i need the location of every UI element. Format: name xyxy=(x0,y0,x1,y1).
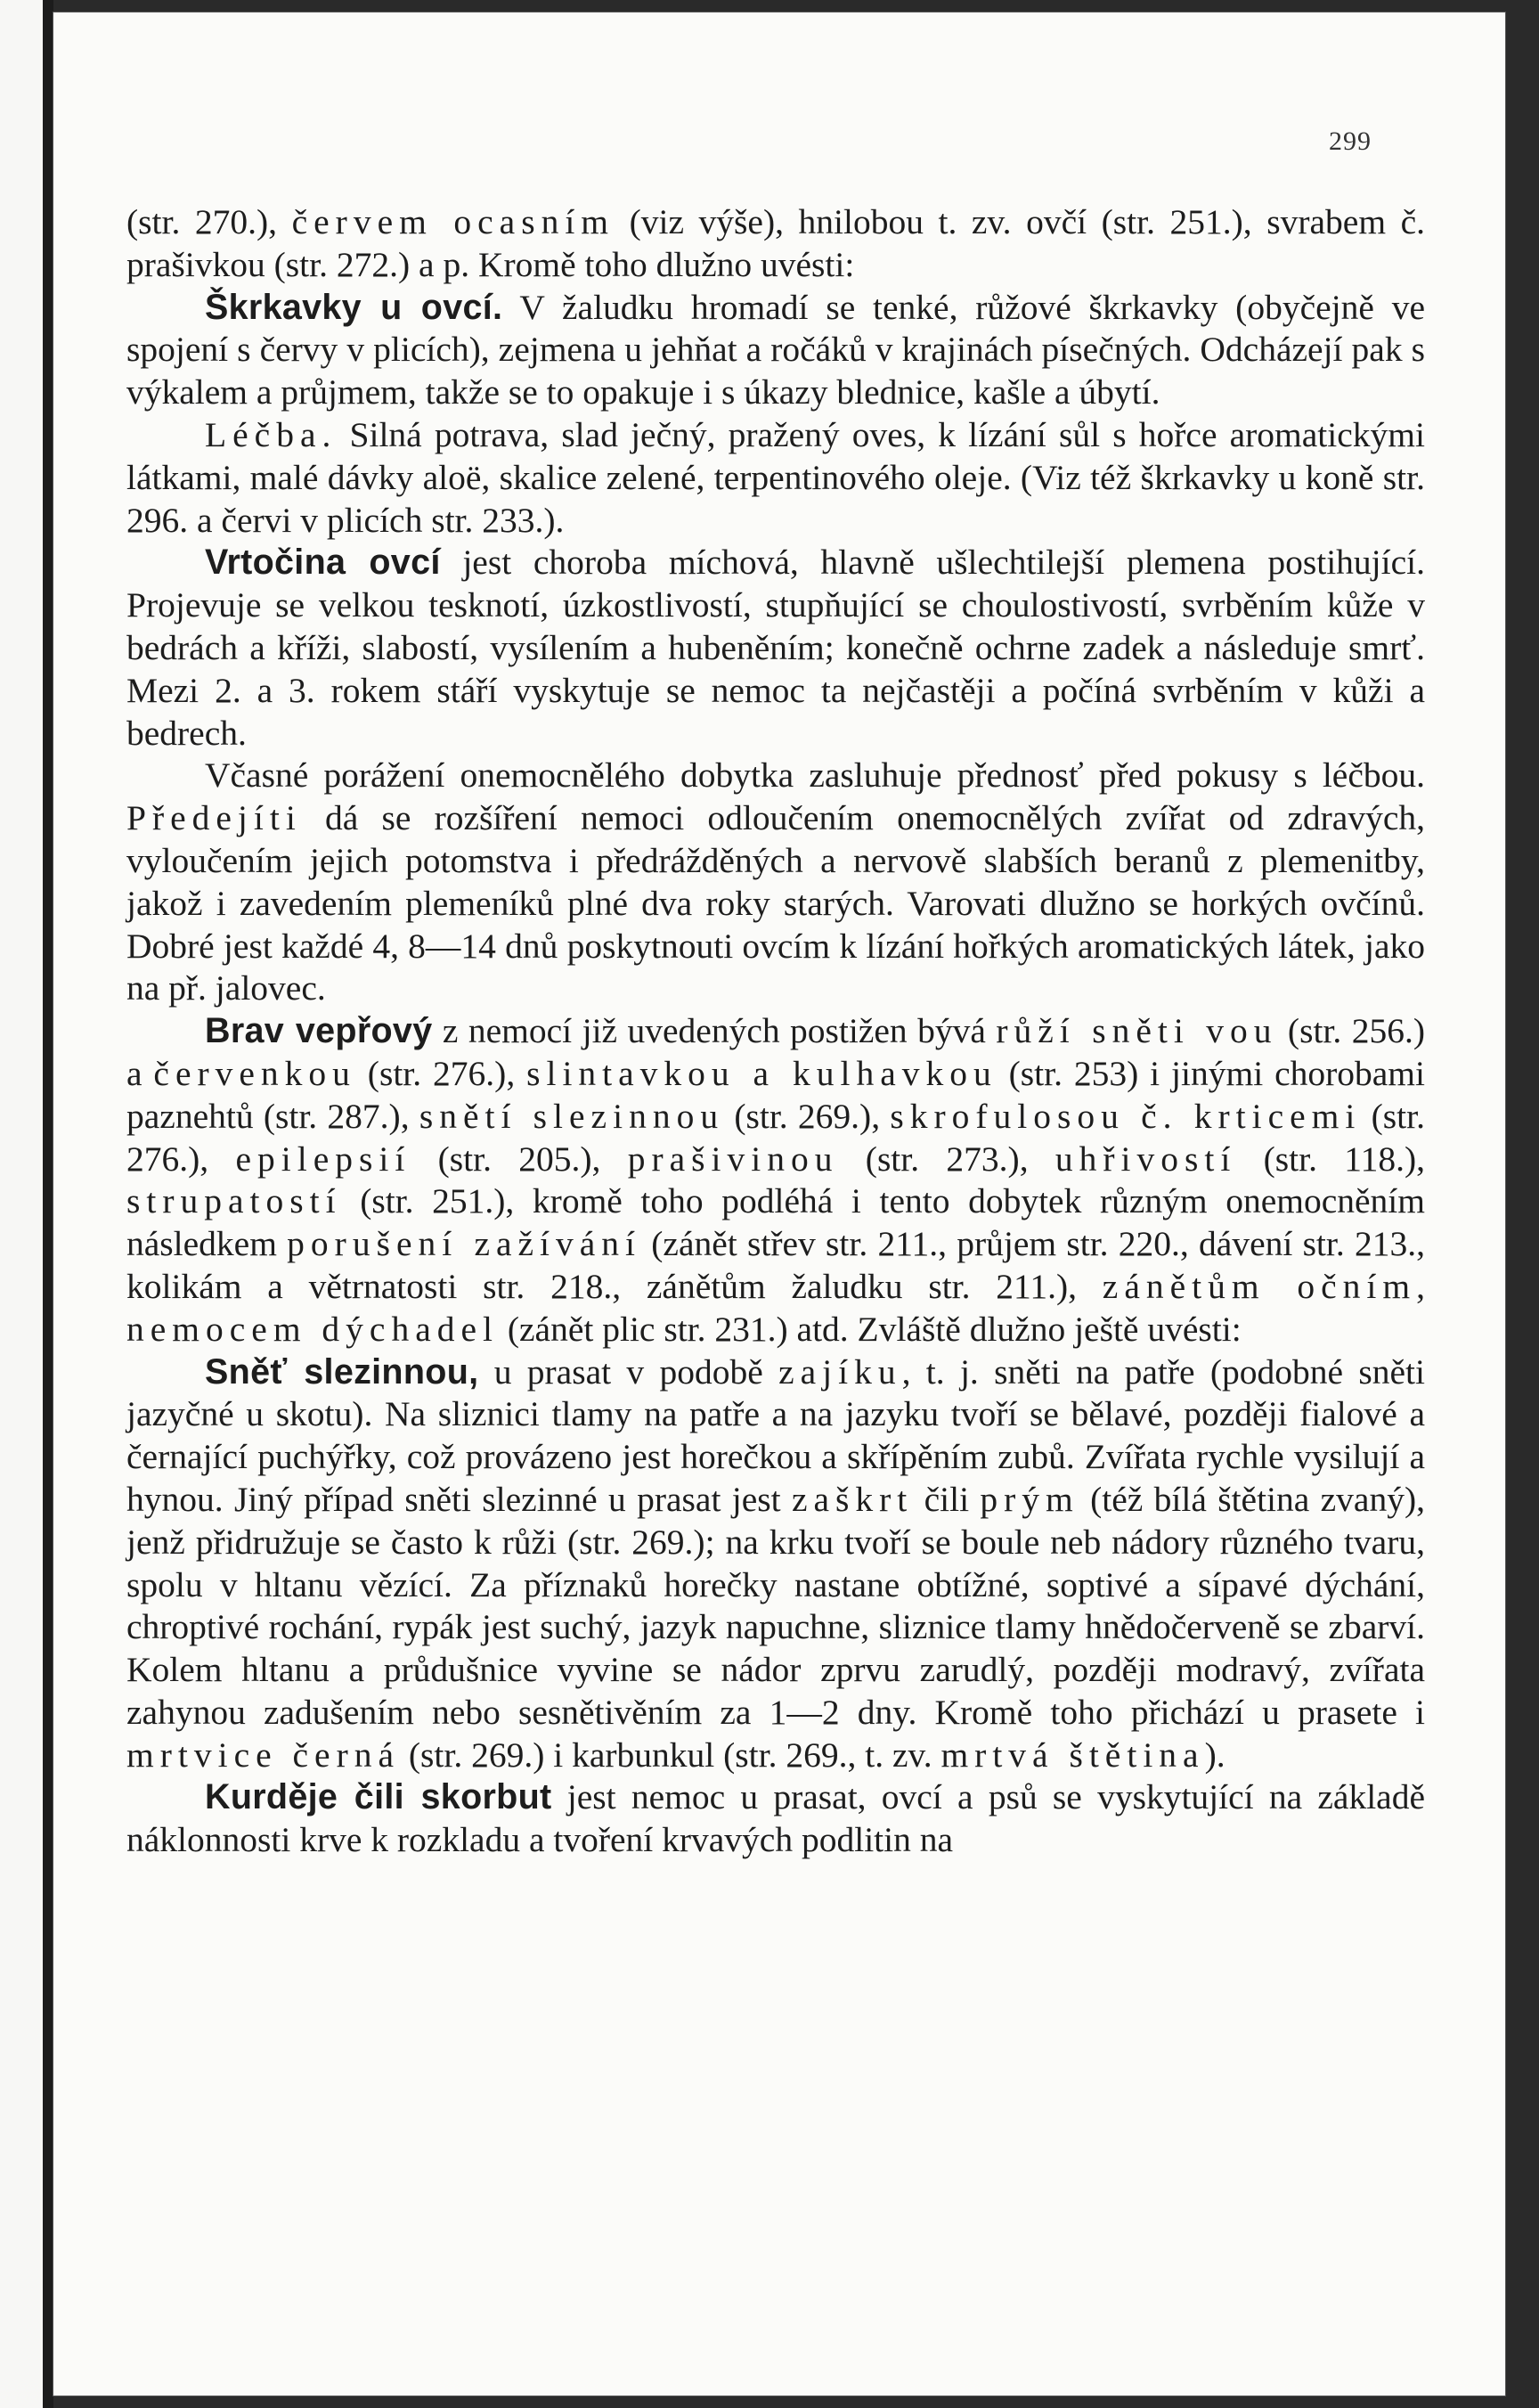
text-run: , t. j. sněti na patře (podobné sněti jazyčné u skotu). Na sliznici tlamy na patře a na jazyku tvoří se bělavé, později fialové a černající puchýřky, což provázeno jest horečkou a skřípěním zubů. Zvířata rychle vysilují a hynou. Jiný případ sněti slezinné u prasat jest xyxy=(126,1351,1425,1519)
spaced-emphasis: Předejíti xyxy=(126,798,302,838)
section-heading: Kurděje čili skorbut xyxy=(205,1777,552,1817)
text-run: (str. 269.), xyxy=(724,1096,891,1136)
section-heading: Sněť slezinnou, xyxy=(205,1351,479,1392)
page-body-text xyxy=(126,201,1425,1862)
paragraph-p4 xyxy=(126,542,1425,755)
section-heading: Škrkavky u ovcí. xyxy=(205,287,503,327)
paragraph-p5 xyxy=(126,755,1425,1010)
paragraph-p8 xyxy=(126,1776,1425,1862)
book-page xyxy=(53,12,1505,2396)
spaced-emphasis: snětí slezinnou xyxy=(419,1096,725,1136)
spaced-emphasis: zaškrt xyxy=(791,1479,914,1519)
section-heading: Vrtočina ovcí xyxy=(205,543,441,583)
text-run: (str. 205.), xyxy=(411,1139,628,1179)
text-run: (str. 251.), kromě toho podléhá i tento dobytek různým onemocněním následkem xyxy=(126,1181,1425,1264)
section-heading: Brav vepřový xyxy=(205,1011,433,1051)
spaced-emphasis: skrofulosou č. krticemi xyxy=(890,1096,1362,1136)
text-run: (zánět plic str. 231.) atd. Zvláště dlužno ještě uvésti: xyxy=(499,1309,1242,1349)
spaced-emphasis: růží sněti vou xyxy=(996,1011,1278,1051)
text-run: jest nemoc u prasat, ovcí a psů se vyskytující na základě náklonnosti krve k rozkladu a tvoření krvavých podlitin na xyxy=(126,1777,1425,1860)
paragraph-p6 xyxy=(126,1010,1425,1351)
text-run: dá se rozšíření nemoci odloučením onemocnělých zvířat od zdravých, vyloučením jejich potomstva i předrážděných a nervově slabších beranů z plemenitby, jakož i zavedením plemeníků plné dva roky starých. Varovati dlužno se horkých ovčínů. Dobré jest každé 4, 8—14 dnů poskytnouti ovcím k lízání hořkých aromatických látek, jako na př. jalovec. xyxy=(126,798,1425,1008)
spaced-emphasis: mrtvá štětina xyxy=(940,1735,1205,1775)
text-run: (str. 273.), xyxy=(838,1139,1055,1179)
paragraph-p7 xyxy=(126,1351,1425,1777)
text-run: (str. 256.) a xyxy=(126,1011,1425,1093)
adjacent-page-edge xyxy=(0,0,43,2408)
text-run: (též bílá štětina zvaný), jenž přidružuje se často k růži (str. 269.); na krku tvoří se boule neb nádory různého tvaru, spolu v hltanu vězící. Za příznaků horečky nastane obtížné, soptivé a sípavé dýchání, chroptivé rochání, rypák jest suchý, jazyk napuchne, sliznice tlamy hnědočerveně se zbarví. Kolem hltanu a průdušnice vyvine se nádor zprvu zarudlý, později modravý, zvířata zahynou zadušením nebo sesnětivěním za 1—2 dny. Kromě toho přichází u prasete i xyxy=(126,1479,1425,1732)
text-run: ). xyxy=(1204,1735,1226,1775)
text-run: , xyxy=(1416,1266,1425,1306)
spaced-emphasis: uhřivostí xyxy=(1054,1139,1237,1179)
text-run: u prasat v podobě xyxy=(478,1351,779,1392)
text-run: (str. 276.), xyxy=(355,1053,527,1093)
page-number: 299 xyxy=(1329,127,1372,156)
paragraph-p3 xyxy=(126,414,1425,542)
spaced-emphasis: červem ocasním xyxy=(291,202,615,241)
text-run: (zánět střev str. 211., průjem str. 220., dávení str. 213., kolikám a větrnatosti str. 218., zánětům žaludku str. 211.), xyxy=(126,1224,1426,1306)
spaced-emphasis: červenkou xyxy=(153,1053,356,1093)
spaced-emphasis: Léčba. xyxy=(205,414,338,454)
spaced-emphasis: mrtvice černá xyxy=(126,1735,401,1775)
text-run: (str. 276.), xyxy=(126,1096,1425,1179)
spaced-emphasis: zajíku xyxy=(778,1351,902,1392)
paragraph-p2 xyxy=(126,287,1425,414)
spaced-emphasis: prým xyxy=(980,1479,1079,1519)
scan-gutter xyxy=(43,0,53,2408)
spaced-emphasis: zánětům očním xyxy=(1102,1266,1417,1306)
text-run: z nemocí již uvedených postižen bývá xyxy=(432,1011,997,1051)
spaced-emphasis: porušení zažívání xyxy=(287,1224,642,1264)
spaced-emphasis: strupatostí xyxy=(126,1181,342,1221)
spaced-emphasis: nemocem dýchadel xyxy=(126,1309,499,1349)
text-run: Silná potrava, slad ječný, pražený oves, k lízání sůl s hořce aromatickými látkami, malé dávky aloë, skalice zelené, terpentinového oleje. (Viz též škrkavky u koně str. 296. a červi v plicích str. 233.). xyxy=(126,414,1425,540)
text-run: (str. 253) i jinými chorobami paznehtů (str. 287.), xyxy=(126,1053,1425,1136)
spaced-emphasis: epilepsií xyxy=(235,1139,411,1179)
text-run: čili xyxy=(913,1479,981,1519)
text-run: (str. 270.), xyxy=(126,202,292,241)
text-run: (viz výše), hnilobou t. zv. ovčí (str. 251.), svrabem č. prašivkou (str. 272.) a p. Kromě toho dlužno uvésti: xyxy=(126,202,1425,284)
text-run: jest choroba míchová, hlavně ušlechtilejší plemena postihující. Projevuje se velkou tesknotí, úzkostlivostí, stupňující se choulostivostí, svrběním kůže v bedrách a kříži, slabostí, vysílením a hubeněním; konečně ochrne zadek a následuje smrť. Mezi 2. a 3. rokem stáří vyskytuje se nemoc ta nejčastěji a počíná svrběním v kůži a bedrech. xyxy=(126,543,1425,753)
text-run: Včasné porážení onemocnělého dobytka zasluhuje přednosť před pokusy s léčbou. xyxy=(205,755,1425,796)
text-run: (str. 118.), xyxy=(1236,1139,1425,1179)
text-run: V žaludku hromadí se tenké, růžové škrkavky (obyčejně ve spojení s červy v plicích), zejmena u jehňat a ročáků v krajinách písečných. Odcházejí pak s výkalem a průjmem, takže se to opakuje i s úkazy blednice, kašle a úbytí. xyxy=(126,287,1425,412)
text-run: (str. 269.) i karbunkul (str. 269., t. zv. xyxy=(400,1735,941,1775)
paragraph-p1 xyxy=(126,201,1425,287)
spaced-emphasis: prašivinou xyxy=(627,1139,839,1179)
spaced-emphasis: slintavkou a kulhavkou xyxy=(526,1053,998,1093)
